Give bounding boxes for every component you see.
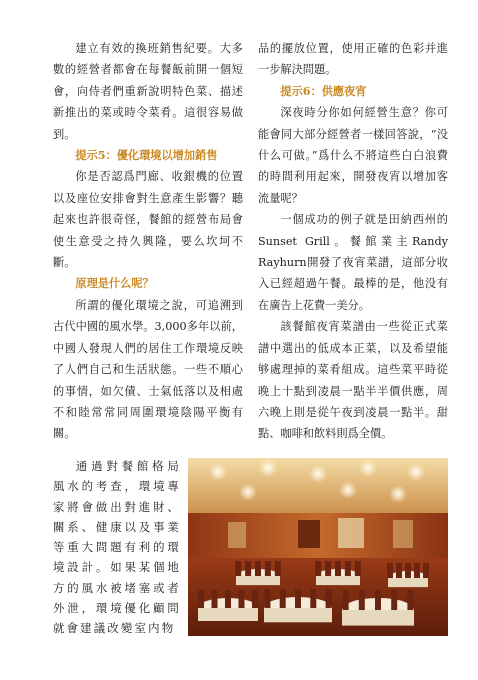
paragraph: 所謂的優化環境之說，可追溯到古代中國的風水學。3,000多年以前，中國人發現人們的居住工作環境反映了人們自己和生活狀態。一些不順心的事情，如欠債、士氣低落以及相處不和睦常常同周圍環境陰陽平衡有關。 (53, 298, 243, 441)
ceiling-lamp-icon (239, 483, 257, 501)
ceiling-lamp-icon (309, 465, 327, 483)
left-column (53, 38, 243, 445)
restaurant-banquet-hall-photo (188, 458, 448, 636)
section-heading: 提示6：供應夜宵 (280, 83, 367, 98)
ceiling-lamp-icon (339, 481, 357, 499)
paragraph: 通過對餐館格局風水的考查，環境專家將會做出對進財、關系、健康以及事業等重大問題有利的環境設計。如果某個地方的風水被堵塞或者外泄，環境優化顧問就會建議改變室内物 (53, 459, 181, 636)
paragraph: 建立有效的換班銷售紀要。大多數的經營者都會在每餐飯前開一個短會，向侍者們重新說明特色菜、描述新推出的菜或時令菜肴。這很容易做到。 (53, 42, 243, 141)
ceiling-lamp-icon (209, 463, 227, 481)
ceiling-lamp-icon (359, 459, 377, 477)
paragraph: 深夜時分你如何經營生意？你可能會同大部分經營者一樣回答說，“没什么可做。”爲什么不將這些白白浪費的時間利用起來，開發夜宵以增加客流量呢？ (258, 106, 448, 205)
paragraph: 該餐館夜宵菜譜由一些從正式菜譜中選出的低成本正菜，以及希望能够處理掉的菜肴組成。這些菜平時從晚上十點到凌晨一點半半價供應，周六晚上則是從午夜到凌晨一點半。甜點、咖啡和飲料則爲全價。 (258, 320, 448, 441)
paragraph: 品的擺放位置，使用正確的色彩并進一步解決問題。 (258, 42, 448, 77)
bottom-left-column (53, 456, 181, 639)
paragraph: 你是否認爲門廊、收銀機的位置以及座位安排會對生意產生影響？聽起來也許很奇怪，餐館的經營布局會使生意受之持久興隆，要么坎坷不斷。 (53, 170, 243, 270)
ceiling-lamp-icon (407, 463, 425, 481)
restaurant-scene-image (188, 458, 448, 636)
ceiling-lamp-icon (389, 485, 407, 503)
ceiling-lamp-icon (259, 459, 277, 477)
section-heading: 提示5：優化環境以增加銷售 (75, 148, 218, 163)
right-column (258, 38, 448, 445)
paragraph: 一個成功的例子就是田納西州的Sunset Grill。餐館業主Randy Rayhurn開發了夜宵菜譜，這部分收入已經超過午餐。最棒的是，他没有在廣告上花費一美分。 (258, 213, 448, 312)
section-heading: 原理是什么呢？ (75, 276, 154, 291)
